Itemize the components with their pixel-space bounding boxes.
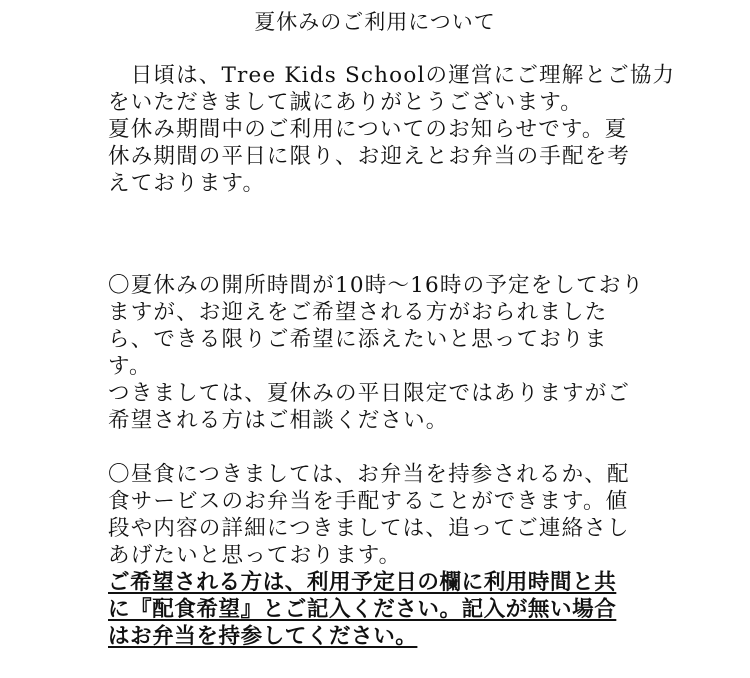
lunch-line: 段や内容の詳細につきましては、追ってご連絡さし bbox=[108, 516, 630, 541]
lunch-line: 〇昼食につきましては、お弁当を持参されるか、配 bbox=[108, 462, 630, 487]
page-title: 夏休みのご利用について bbox=[254, 10, 496, 34]
lunch-emphasis-line: ご希望される方は、利用予定日の欄に利用時間と共 bbox=[108, 570, 617, 595]
lunch-line: 食サービスのお弁当を手配することができます。値 bbox=[108, 489, 629, 514]
pickup-line: 〇夏休みの開所時間が10時〜16時の予定をしており bbox=[108, 273, 645, 298]
pickup-line: 希望される方はご相談ください。 bbox=[108, 408, 449, 433]
pickup-line: つきましては、夏休みの平日限定ではありますがご bbox=[108, 381, 631, 406]
pickup-line: ますが、お迎えをご希望される方がおられました bbox=[108, 300, 608, 325]
pickup-line: す。 bbox=[108, 354, 152, 379]
lunch-section bbox=[108, 461, 678, 650]
lunch-emphasis-line: に『配食希望』とご記入ください。記入が無い場合 bbox=[108, 597, 617, 622]
lunch-line: あげたいと思っております。 bbox=[108, 543, 402, 568]
pickup-section bbox=[108, 272, 678, 434]
intro-line: 日頃は、Tree Kids Schoolの運営にご理解とご協力 bbox=[108, 63, 676, 88]
pickup-line: ら、できる限りご希望に添えたいと思っておりま bbox=[108, 327, 608, 352]
intro-line: えております。 bbox=[108, 171, 266, 196]
intro-line: 夏休み期間中のご利用についてのお知らせです。夏 bbox=[108, 117, 628, 142]
intro-line: をいただきまして誠にありがとうございます。 bbox=[108, 90, 583, 115]
intro-paragraph bbox=[108, 62, 678, 197]
lunch-emphasis-line: はお弁当を持参してください。 bbox=[108, 624, 418, 649]
intro-line: 休み期間の平日に限り、お迎えとお弁当の手配を考 bbox=[108, 144, 631, 169]
